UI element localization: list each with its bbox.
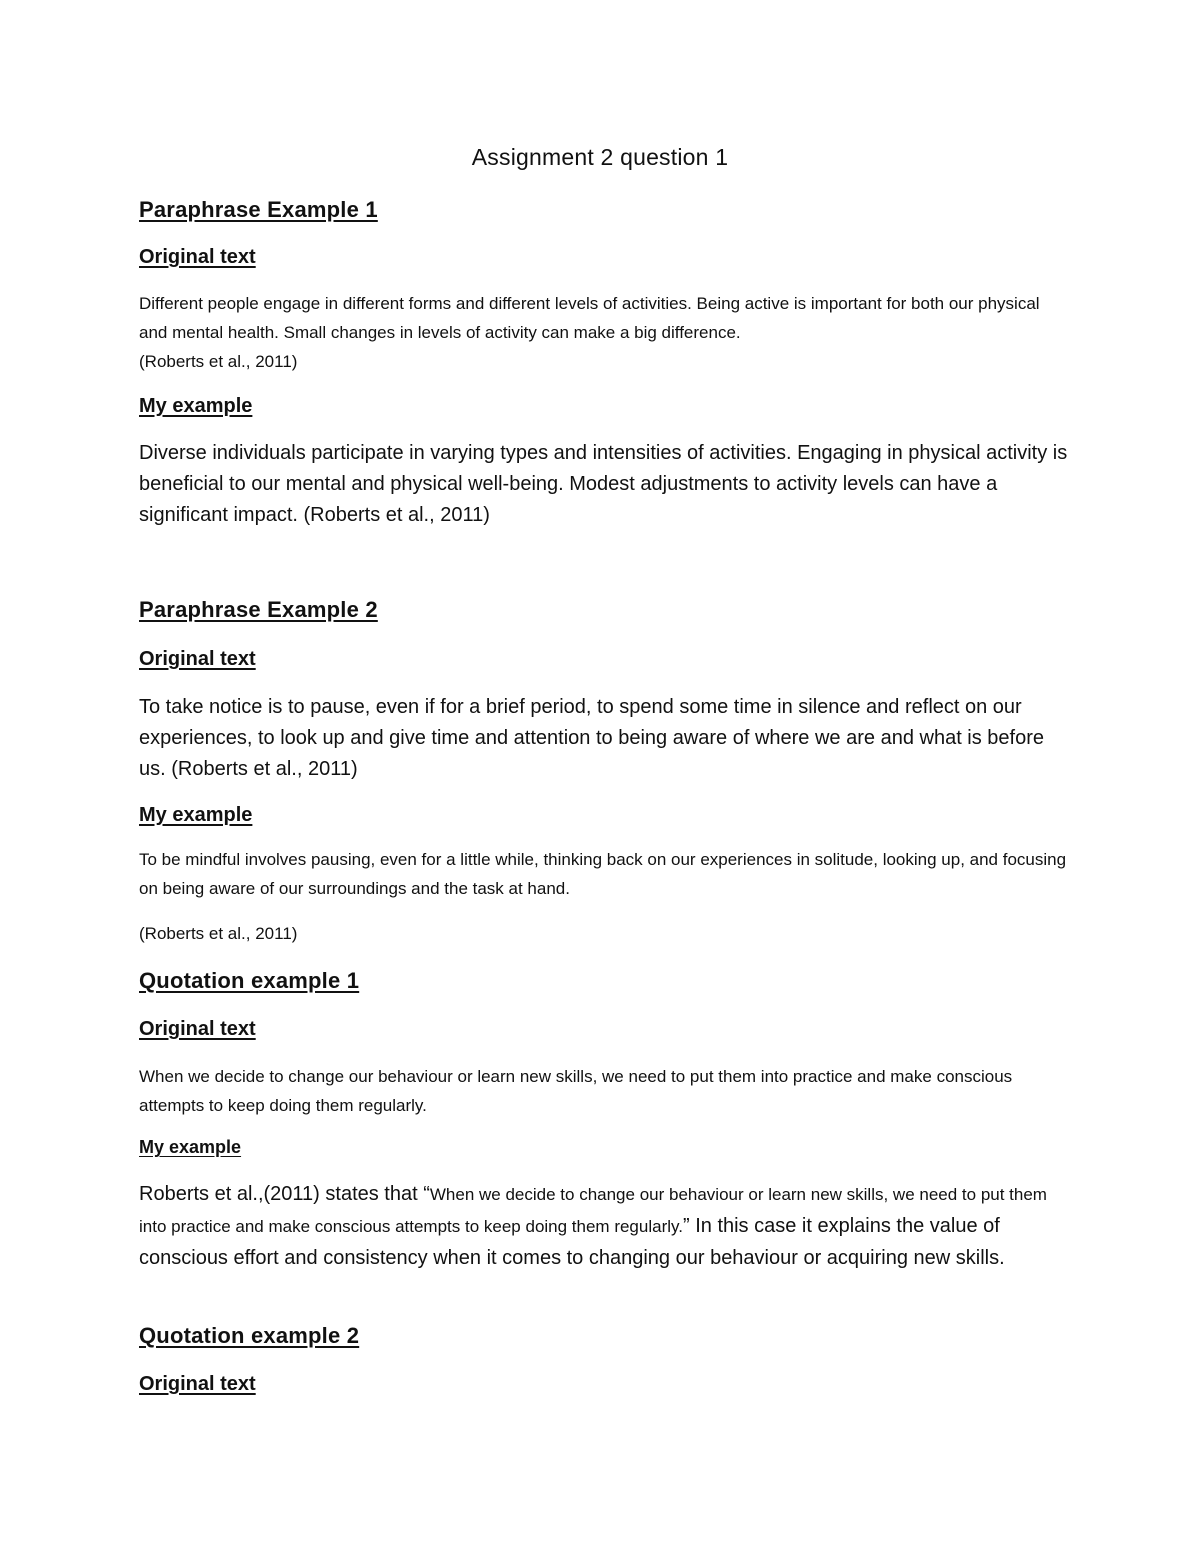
original-text-label: Original text [139,246,256,268]
example-quote: When we decide to change our behaviour or learn new skills, we need to put them into practice and make conscious attempts to keep doing them regularly. [139,1185,1047,1236]
original-text-paragraph: When we decide to change our behaviour or learn new skills, we need to put them into practice and make conscious attempts to keep doing them regularly. [139,1067,1013,1115]
my-example-label: My example [139,1137,242,1157]
example-lead: Roberts et al.,(2011) states that “ [139,1183,430,1205]
section-heading-paraphrase-2: Paraphrase Example 2 [139,597,378,622]
my-example-paragraph [139,1179,1069,1275]
original-text-paragraph: Different people engage in different forms and different levels of activities. Being active is important for both our physical and mental health. Small changes in levels of activity can make a big difference. [139,294,1040,342]
my-example-label: My example [139,395,253,417]
original-text-label: Original text [139,1373,256,1395]
original-text-citation: (Roberts et al., 2011) [139,352,298,371]
section-heading-quotation-1: Quotation example 1 [139,968,360,993]
section-heading-quotation-2: Quotation example 2 [139,1323,360,1348]
my-example-paragraph: To be mindful involves pausing, even for a little while, thinking back on our experiences in solitude, looking up, and focusing on being aware of our surroundings and the task at hand. [139,850,1067,898]
original-text-paragraph: To take notice is to pause, even if for a brief period, to spend some time in silence and reflect on our experiences, to look up and give time and attention to being aware of where we are and what is before us. (Roberts et al., 2011) [139,696,1045,780]
section-heading-paraphrase-1: Paraphrase Example 1 [139,197,378,222]
example-tail: ” In this case it explains the value of conscious effort and consistency when it comes to changing our behaviour or acquiring new skills. [139,1215,1005,1269]
my-example-label: My example [139,804,253,826]
original-text-label: Original text [139,648,256,670]
my-example-citation: (Roberts et al., 2011) [139,924,298,943]
my-example-paragraph: Diverse individuals participate in varying types and intensities of activities. Engaging in physical activity is beneficial to our mental and physical well-being. Modest adjustments to activity levels can have a significant impact. (Roberts et al., 2011) [139,442,1068,526]
document-title: Assignment 2 question 1 [471,144,729,170]
original-text-label: Original text [139,1018,256,1040]
